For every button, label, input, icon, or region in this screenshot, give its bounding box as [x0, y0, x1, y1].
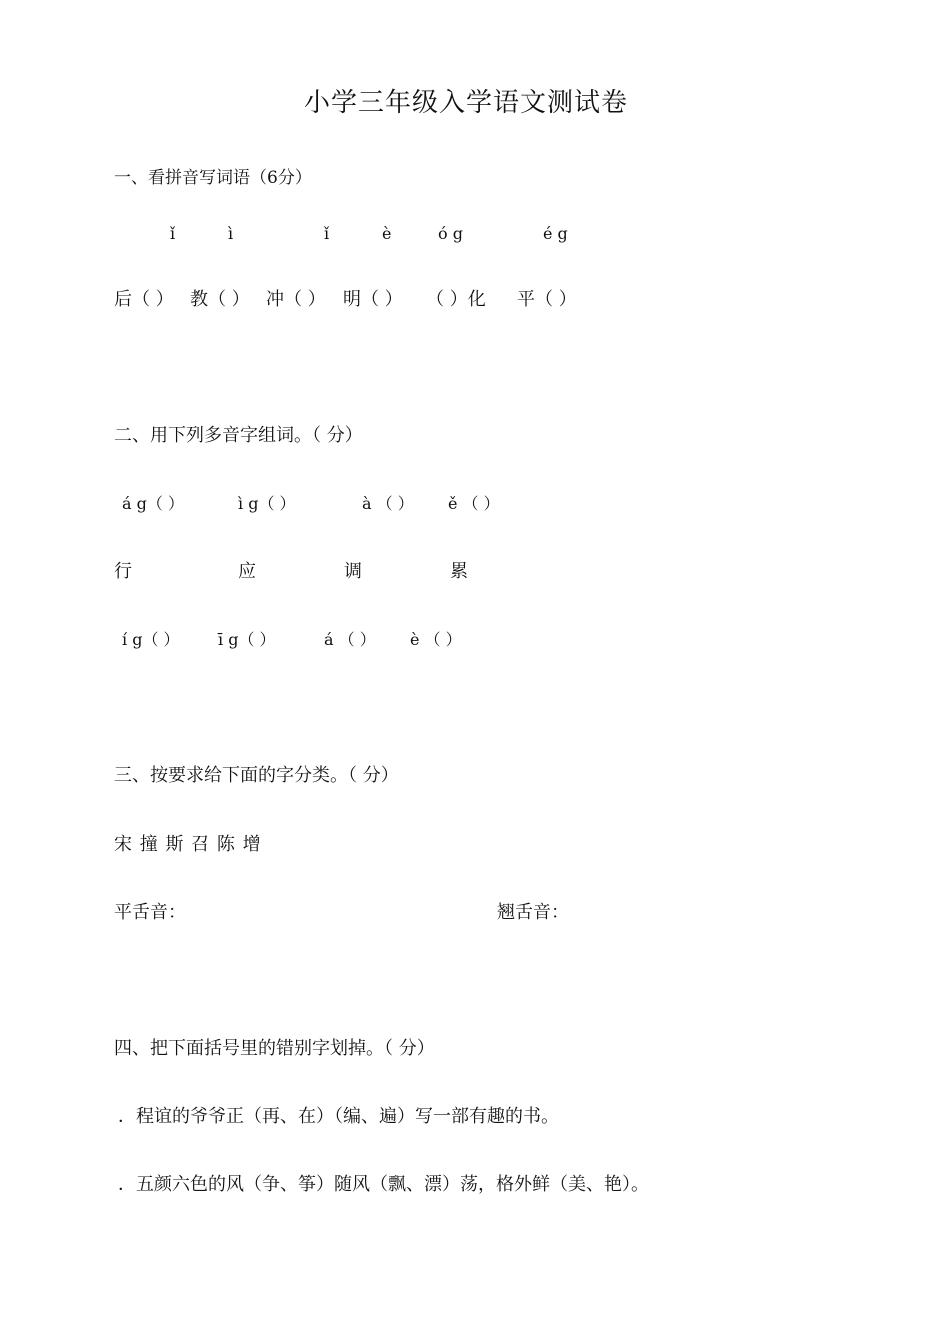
word-blank: 明（ ）: [343, 289, 403, 310]
polyphone-pinyin: à （ ）: [362, 494, 414, 513]
word-blank: （ ）化: [426, 289, 486, 310]
section-1-heading: 一、看拼音写词语（6分）: [114, 168, 312, 188]
pinyin-item: é g: [543, 224, 568, 243]
word-blank: 冲（ ）: [266, 289, 326, 310]
classify-chars: 宋 撞 斯 召 陈 增: [114, 834, 261, 855]
question-item: ．程谊的爷爷正（再、在）（编、遍）写一部有趣的书。: [118, 1106, 559, 1127]
polyphone-char: 行: [114, 561, 132, 582]
polyphone-pinyin: á （ ）: [324, 630, 376, 649]
polyphone-pinyin: á g（ ）: [122, 494, 184, 513]
question-item: ．五颜六色的风（争、筝）随风（飘、漂）荡，格外鲜（美、艳）。: [118, 1174, 649, 1195]
word-blank: 后（ ）: [114, 289, 174, 310]
section-3-heading: 三、按要求给下面的字分类。（ 分）: [114, 765, 399, 786]
section-2-heading: 二、用下列多音字组词。（ 分）: [114, 425, 363, 446]
pinyin-item: ì: [228, 224, 234, 243]
pinyin-item: ǐ: [170, 224, 176, 243]
polyphone-char: 累: [450, 561, 468, 582]
polyphone-pinyin: ě （ ）: [448, 494, 500, 513]
word-blank: 平（ ）: [517, 289, 577, 310]
polyphone-char: 调: [344, 561, 362, 582]
section-4-heading: 四、把下面括号里的错别字划掉。（ 分）: [114, 1038, 435, 1059]
pinyin-item: ǐ: [324, 224, 330, 243]
polyphone-pinyin: í g（ ）: [122, 630, 180, 649]
pinyin-item: è: [382, 224, 392, 243]
polyphone-pinyin: è （ ）: [410, 630, 462, 649]
flat-tongue-label: 平舌音：: [114, 902, 186, 923]
pinyin-item: ó g: [438, 224, 463, 243]
curled-tongue-label: 翘舌音：: [497, 902, 569, 923]
word-blank: 教（ ）: [190, 289, 250, 310]
polyphone-char: 应: [238, 561, 256, 582]
polyphone-pinyin: ī g（ ）: [218, 630, 276, 649]
polyphone-pinyin: ì g（ ）: [238, 494, 296, 513]
page-title: 小学三年级入学语文测试卷: [304, 88, 629, 118]
